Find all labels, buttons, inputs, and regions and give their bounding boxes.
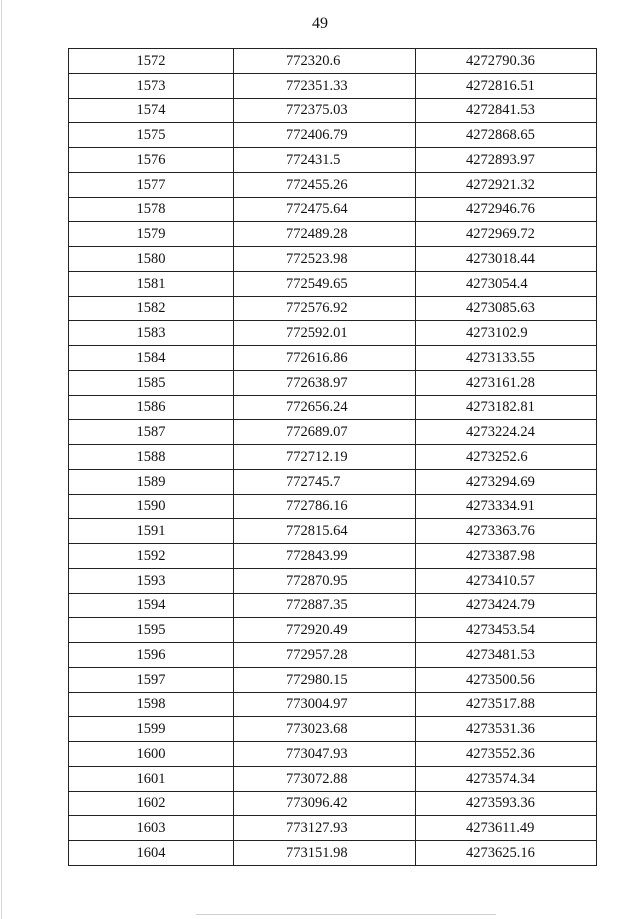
x-coordinate-cell: 773004.97 — [234, 692, 416, 717]
x-coordinate-cell: 772375.03 — [234, 98, 416, 123]
y-coordinate-cell: 4273102.9 — [416, 321, 597, 346]
point-number-cell: 1602 — [69, 791, 234, 816]
table-row — [69, 123, 597, 148]
x-coordinate-cell: 772843.99 — [234, 544, 416, 569]
point-number-cell: 1577 — [69, 172, 234, 197]
table-row — [69, 667, 597, 692]
table-row — [69, 742, 597, 767]
table-row — [69, 494, 597, 519]
table-row — [69, 445, 597, 470]
x-coordinate-cell: 772980.15 — [234, 667, 416, 692]
point-number-cell: 1591 — [69, 519, 234, 544]
y-coordinate-cell: 4273363.76 — [416, 519, 597, 544]
y-coordinate-cell: 4273161.28 — [416, 370, 597, 395]
y-coordinate-cell: 4273424.79 — [416, 593, 597, 618]
point-number-cell: 1597 — [69, 667, 234, 692]
y-coordinate-cell: 4272969.72 — [416, 222, 597, 247]
y-coordinate-cell: 4273252.6 — [416, 445, 597, 470]
table-row — [69, 519, 597, 544]
x-coordinate-cell: 772475.64 — [234, 197, 416, 222]
x-coordinate-cell: 772576.92 — [234, 296, 416, 321]
x-coordinate-cell: 772786.16 — [234, 494, 416, 519]
y-coordinate-cell: 4272841.53 — [416, 98, 597, 123]
point-number-cell: 1600 — [69, 742, 234, 767]
x-coordinate-cell: 772712.19 — [234, 445, 416, 470]
table-row — [69, 197, 597, 222]
point-number-cell: 1575 — [69, 123, 234, 148]
x-coordinate-cell: 772455.26 — [234, 172, 416, 197]
scan-bottom-edge — [196, 914, 496, 915]
point-number-cell: 1579 — [69, 222, 234, 247]
point-number-cell: 1592 — [69, 544, 234, 569]
x-coordinate-cell: 773072.88 — [234, 766, 416, 791]
y-coordinate-cell: 4273625.16 — [416, 841, 597, 866]
table-row — [69, 544, 597, 569]
x-coordinate-cell: 772351.33 — [234, 73, 416, 98]
x-coordinate-cell: 773151.98 — [234, 841, 416, 866]
y-coordinate-cell: 4272790.36 — [416, 49, 597, 74]
table-row — [69, 618, 597, 643]
point-number-cell: 1589 — [69, 469, 234, 494]
table-row — [69, 247, 597, 272]
point-number-cell: 1584 — [69, 346, 234, 371]
x-coordinate-cell: 772815.64 — [234, 519, 416, 544]
y-coordinate-cell: 4273410.57 — [416, 568, 597, 593]
y-coordinate-cell: 4273500.56 — [416, 667, 597, 692]
scan-left-edge — [1, 0, 2, 919]
y-coordinate-cell: 4272816.51 — [416, 73, 597, 98]
y-coordinate-cell: 4273054.4 — [416, 271, 597, 296]
point-number-cell: 1583 — [69, 321, 234, 346]
y-coordinate-cell: 4273224.24 — [416, 420, 597, 445]
point-number-cell: 1588 — [69, 445, 234, 470]
point-number-cell: 1585 — [69, 370, 234, 395]
x-coordinate-cell: 772489.28 — [234, 222, 416, 247]
table-row — [69, 469, 597, 494]
y-coordinate-cell: 4273552.36 — [416, 742, 597, 767]
table-row — [69, 148, 597, 173]
point-number-cell: 1595 — [69, 618, 234, 643]
table-row — [69, 791, 597, 816]
point-number-cell: 1582 — [69, 296, 234, 321]
x-coordinate-cell: 772523.98 — [234, 247, 416, 272]
table-row — [69, 73, 597, 98]
point-number-cell: 1596 — [69, 643, 234, 668]
point-number-cell: 1572 — [69, 49, 234, 74]
point-number-cell: 1573 — [69, 73, 234, 98]
table-row — [69, 841, 597, 866]
y-coordinate-cell: 4273531.36 — [416, 717, 597, 742]
y-coordinate-cell: 4273611.49 — [416, 816, 597, 841]
point-number-cell: 1576 — [69, 148, 234, 173]
table-row — [69, 692, 597, 717]
x-coordinate-cell: 772549.65 — [234, 271, 416, 296]
x-coordinate-cell: 772616.86 — [234, 346, 416, 371]
table-row — [69, 370, 597, 395]
x-coordinate-cell: 772870.95 — [234, 568, 416, 593]
x-coordinate-cell: 772745.7 — [234, 469, 416, 494]
table-row — [69, 420, 597, 445]
point-number-cell: 1586 — [69, 395, 234, 420]
y-coordinate-cell: 4273387.98 — [416, 544, 597, 569]
point-number-cell: 1603 — [69, 816, 234, 841]
y-coordinate-cell: 4273133.55 — [416, 346, 597, 371]
x-coordinate-cell: 772656.24 — [234, 395, 416, 420]
table-row — [69, 296, 597, 321]
y-coordinate-cell: 4273085.63 — [416, 296, 597, 321]
x-coordinate-cell: 772320.6 — [234, 49, 416, 74]
table-row — [69, 346, 597, 371]
point-number-cell: 1580 — [69, 247, 234, 272]
point-number-cell: 1604 — [69, 841, 234, 866]
y-coordinate-cell: 4273018.44 — [416, 247, 597, 272]
point-number-cell: 1598 — [69, 692, 234, 717]
y-coordinate-cell: 4272893.97 — [416, 148, 597, 173]
x-coordinate-cell: 772638.97 — [234, 370, 416, 395]
table-row — [69, 172, 597, 197]
point-number-cell: 1593 — [69, 568, 234, 593]
point-number-cell: 1587 — [69, 420, 234, 445]
x-coordinate-cell: 773023.68 — [234, 717, 416, 742]
x-coordinate-cell: 772920.49 — [234, 618, 416, 643]
y-coordinate-cell: 4272946.76 — [416, 197, 597, 222]
point-number-cell: 1574 — [69, 98, 234, 123]
table-row — [69, 568, 597, 593]
table-row — [69, 321, 597, 346]
page-number: 49 — [312, 15, 328, 32]
table-row — [69, 395, 597, 420]
point-number-cell: 1590 — [69, 494, 234, 519]
table-row — [69, 222, 597, 247]
y-coordinate-cell: 4272868.65 — [416, 123, 597, 148]
table-row — [69, 593, 597, 618]
x-coordinate-cell: 772957.28 — [234, 643, 416, 668]
y-coordinate-cell: 4273574.34 — [416, 766, 597, 791]
table-row — [69, 816, 597, 841]
point-number-cell: 1578 — [69, 197, 234, 222]
table-row — [69, 643, 597, 668]
x-coordinate-cell: 772406.79 — [234, 123, 416, 148]
table-row — [69, 49, 597, 74]
x-coordinate-cell: 773096.42 — [234, 791, 416, 816]
y-coordinate-cell: 4273334.91 — [416, 494, 597, 519]
table-row — [69, 717, 597, 742]
x-coordinate-cell: 773127.93 — [234, 816, 416, 841]
y-coordinate-cell: 4273593.36 — [416, 791, 597, 816]
coordinates-table — [68, 48, 597, 866]
y-coordinate-cell: 4272921.32 — [416, 172, 597, 197]
x-coordinate-cell: 772592.01 — [234, 321, 416, 346]
y-coordinate-cell: 4273294.69 — [416, 469, 597, 494]
point-number-cell: 1599 — [69, 717, 234, 742]
table-row — [69, 766, 597, 791]
x-coordinate-cell: 772431.5 — [234, 148, 416, 173]
y-coordinate-cell: 4273517.88 — [416, 692, 597, 717]
point-number-cell: 1581 — [69, 271, 234, 296]
point-number-cell: 1594 — [69, 593, 234, 618]
x-coordinate-cell: 773047.93 — [234, 742, 416, 767]
y-coordinate-cell: 4273453.54 — [416, 618, 597, 643]
point-number-cell: 1601 — [69, 766, 234, 791]
y-coordinate-cell: 4273481.53 — [416, 643, 597, 668]
table-row — [69, 98, 597, 123]
x-coordinate-cell: 772689.07 — [234, 420, 416, 445]
coordinates-table-body — [69, 49, 597, 866]
y-coordinate-cell: 4273182.81 — [416, 395, 597, 420]
x-coordinate-cell: 772887.35 — [234, 593, 416, 618]
table-row — [69, 271, 597, 296]
